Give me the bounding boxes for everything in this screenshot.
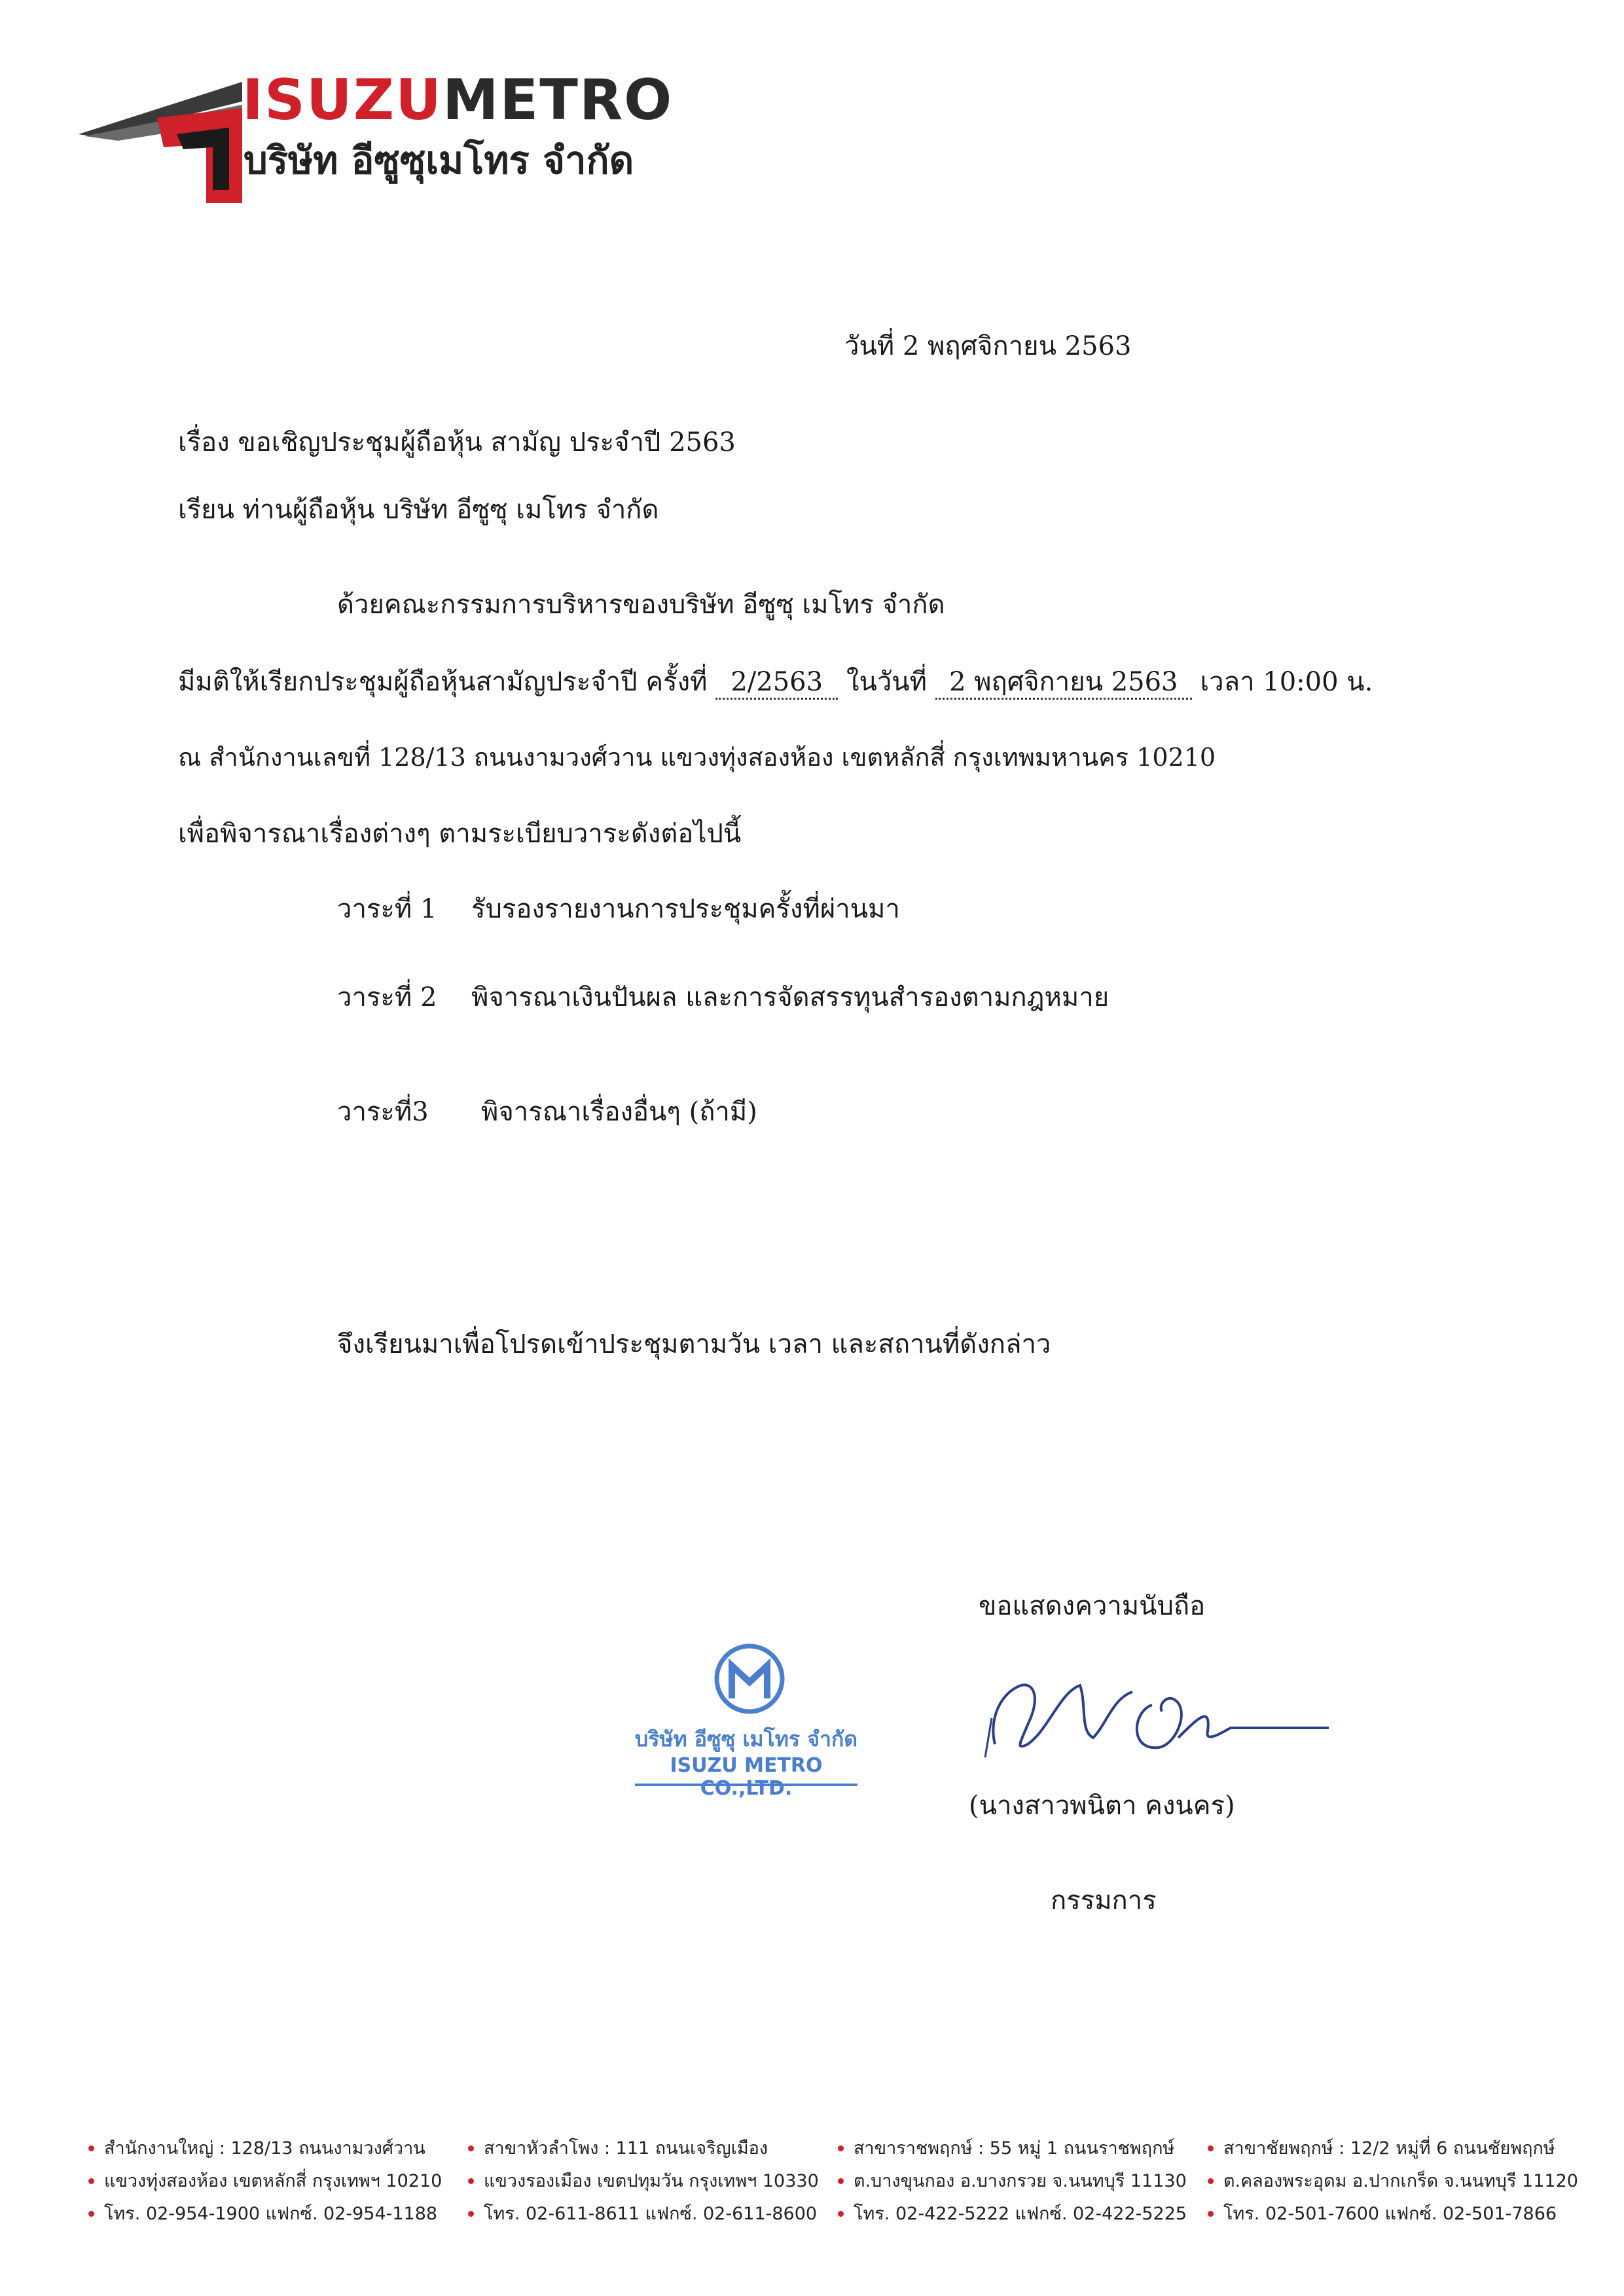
regards: ขอแสดงความนับถือ (979, 1591, 1206, 1621)
footer-line: แขวงรองเมือง เขตปทุมวัน กรุงเทพฯ 10330 (468, 2165, 835, 2198)
agenda-label: วาระที่ 2 (337, 982, 437, 1013)
stamp-thai-name: บริษัท อีซูซุ เมโทร จำกัด (634, 1727, 858, 1751)
footer-line: โทร. 02-501-7600 แฟกซ์. 02-501-7866 (1208, 2198, 1600, 2231)
company-stamp (622, 1643, 871, 1806)
footer-line: สาขาชัยพฤกษ์ : 12/2 หมู่ที่ 6 ถนนชัยพฤกษ์ (1208, 2132, 1600, 2165)
agenda-text: รับรองรายงานการประชุมครั้งที่ผ่านมา (471, 894, 900, 924)
letter-date: วันที่ 2 พฤศจิกายน 2563 (844, 331, 1132, 361)
paragraph-line-2-date-label: ในวันที่ (846, 667, 927, 697)
footer-branch (838, 2132, 1204, 2231)
footer-line: ต.คลองพระอุดม อ.ปากเกร็ด จ.นนทบุรี 11120 (1208, 2165, 1600, 2198)
agenda-item (337, 1096, 757, 1128)
footer-line: แขวงทุ่งสองห้อง เขตหลักสี่ กรุงเทพฯ 10210 (88, 2165, 455, 2198)
signer-title: กรรมการ (1051, 1886, 1157, 1916)
agenda-text: พิจารณาเรื่องอื่นๆ (ถ้ามี) (481, 1097, 757, 1127)
footer-line: โทร. 02-611-8611 แฟกซ์. 02-611-8600 (468, 2198, 835, 2231)
footer-line: สำนักงานใหญ่ : 128/13 ถนนงามวงศ์วาน (88, 2132, 455, 2165)
signature (982, 1666, 1335, 1770)
stamp-english-name: ISUZU METRO CO.,LTD. (670, 1754, 823, 1800)
footer-branch (88, 2132, 455, 2231)
logo-brand-isuzu: ISUZU (242, 67, 442, 133)
logo-brand-metro: METRO (442, 67, 674, 133)
agenda-item (337, 982, 1109, 1013)
letter-subject: เรื่อง ขอเชิญประชุมผู้ถือหุ้น สามัญ ประจำปี 2563 (178, 427, 736, 457)
footer-line: โทร. 02-422-5222 แฟกซ์. 02-422-5225 (838, 2198, 1204, 2231)
footer-line: โทร. 02-954-1900 แฟกซ์. 02-954-1188 (88, 2198, 455, 2231)
paragraph-line-2 (178, 666, 1373, 700)
footer-branch (1208, 2132, 1600, 2231)
paragraph-line-1: ด้วยคณะกรรมการบริหารของบริษัท อีซูซุ เมโทร จำกัด (337, 590, 945, 620)
logo-brand-name (242, 67, 674, 133)
footer-branch (468, 2132, 835, 2231)
agenda-label: วาระที่ 1 (337, 894, 437, 924)
logo-company-thai: บริษัท อีซูซุเมโทร จำกัด (244, 138, 634, 183)
footer-line: สาขาราชพฤกษ์ : 55 หมู่ 1 ถนนราชพฤกษ์ (838, 2132, 1204, 2165)
paragraph-line-3: ณ สำนักงานเลขที่ 128/13 ถนนงามวงศ์วาน แขวงทุ่งสองห้อง เขตหลักสี่ กรุงเทพมหานคร 10210 (178, 743, 1216, 772)
paragraph-line-2-intro: มีมติให้เรียกประชุมผู้ถือหุ้นสามัญประจำปี ครั้งที่ (178, 667, 708, 697)
stamp-underline (635, 1784, 857, 1786)
paragraph-line-4: เพื่อพิจารณาเรื่องต่างๆ ตามระเบียบวาระดังต่อไปนี้ (178, 819, 742, 849)
closing-sentence: จึงเรียนมาเพื่อโปรดเข้าประชุมตามวัน เวลา และสถานที่ดังกล่าว (337, 1329, 1051, 1359)
stamp-emblem-icon (713, 1643, 785, 1715)
paragraph-line-2-time: เวลา 10:00 น. (1200, 667, 1373, 697)
company-logo (79, 67, 694, 203)
meeting-date: 2 พฤศจิกายน 2563 (935, 666, 1192, 700)
agenda-label: วาระที่3 (337, 1097, 429, 1127)
footer-line: ต.บางขุนกอง อ.บางกรวย จ.นนทบุรี 11130 (838, 2165, 1204, 2198)
logo-mark-icon (79, 72, 242, 203)
signer-name: (นางสาวพนิตา คงนคร) (969, 1791, 1235, 1821)
letter-recipient: เรียน ท่านผู้ถือหุ้น บริษัท อีซูซุ เมโทร จำกัด (178, 495, 659, 525)
agenda-item (337, 893, 900, 925)
agenda-text: พิจารณาเงินปันผล และการจัดสรรทุนสำรองตามกฎหมาย (471, 982, 1110, 1013)
footer-line: สาขาหัวลำโพง : 111 ถนนเจริญเมือง (468, 2132, 835, 2165)
meeting-number: 2/2563 (715, 666, 838, 700)
